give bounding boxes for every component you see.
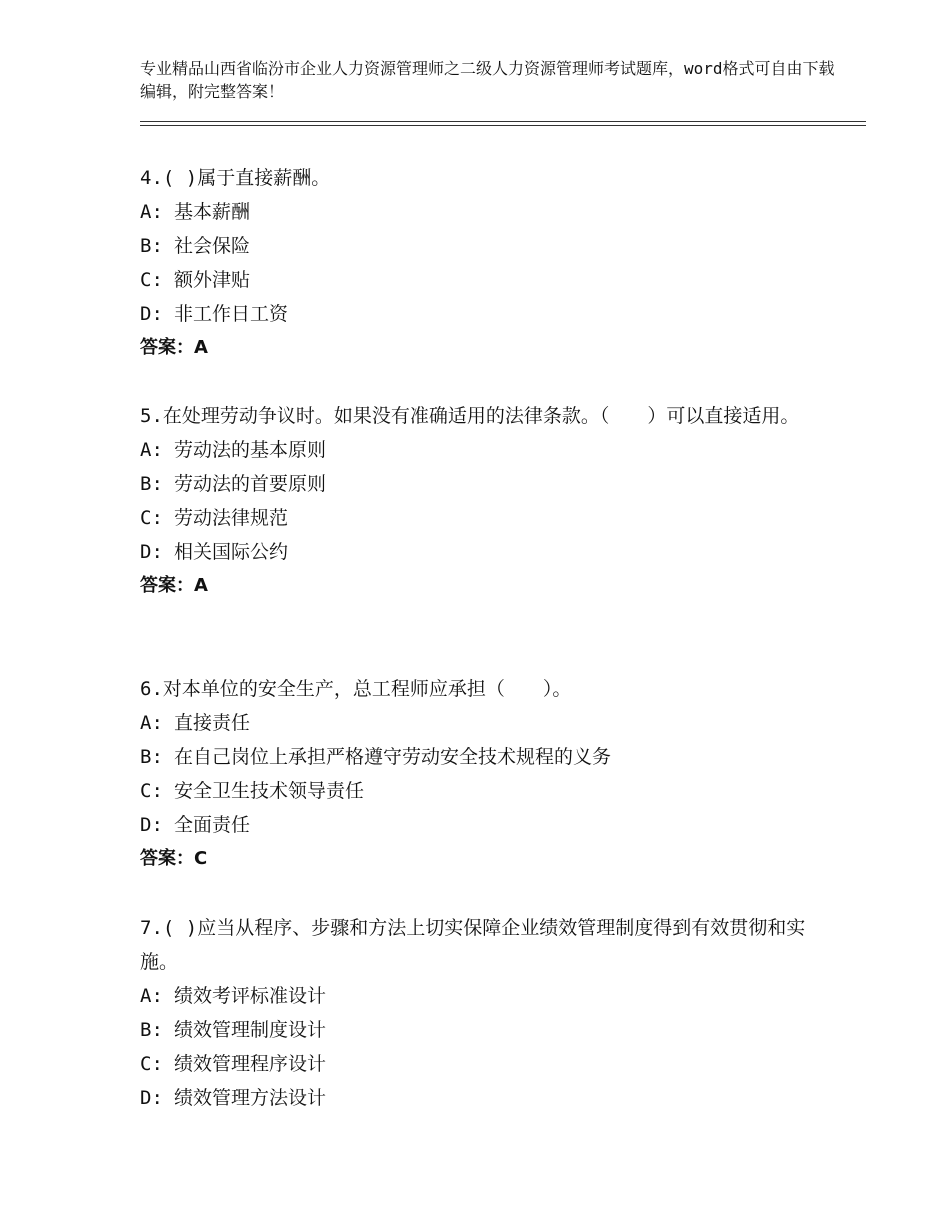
answer: 答案：A — [140, 337, 208, 358]
option-text: 绩效管理制度设计 — [174, 1019, 327, 1041]
option-letter: A: — [140, 712, 163, 734]
option-letter: C: — [140, 269, 163, 291]
option-letter: B: — [140, 235, 163, 257]
option-c — [140, 501, 810, 535]
option-d — [140, 808, 810, 842]
answer: 答案：C — [140, 848, 208, 869]
option-c — [140, 1047, 810, 1081]
option-letter: B: — [140, 473, 163, 495]
option-b — [140, 467, 810, 501]
document-title: 专业精品山西省临汾市企业人力资源管理师之二级人力资源管理师考试题库，word格式可自由下载编辑，附完整答案！ — [140, 59, 835, 101]
option-text: 基本薪酬 — [174, 201, 251, 223]
answer: 答案：A — [140, 575, 208, 596]
option-text: 非工作日工资 — [174, 303, 289, 325]
option-b — [140, 740, 810, 774]
question-7 — [140, 911, 810, 1115]
option-text: 绩效管理方法设计 — [174, 1087, 327, 1109]
question-4 — [140, 161, 810, 365]
question-stem: 5.在处理劳动争议时。如果没有准确适用的法律条款。（ ）可以直接适用。 — [140, 405, 800, 427]
option-a — [140, 979, 810, 1013]
option-text: 额外津贴 — [174, 269, 251, 291]
option-d — [140, 1081, 810, 1115]
document-header — [140, 57, 840, 103]
option-letter: A: — [140, 985, 163, 1007]
option-letter: D: — [140, 1087, 163, 1109]
option-text: 绩效考评标准设计 — [174, 985, 327, 1007]
option-text: 相关国际公约 — [174, 541, 289, 563]
option-letter: D: — [140, 814, 163, 836]
option-letter: C: — [140, 1053, 163, 1075]
option-letter: A: — [140, 201, 163, 223]
option-letter: D: — [140, 541, 163, 563]
option-text: 安全卫生技术领导责任 — [174, 780, 365, 802]
option-text: 社会保险 — [174, 235, 251, 257]
option-letter: C: — [140, 507, 163, 529]
question-stem: 6.对本单位的安全生产，总工程师应承担（ ）。 — [140, 678, 572, 700]
option-text: 直接责任 — [174, 712, 251, 734]
option-letter: A: — [140, 439, 163, 461]
header-divider-top — [140, 121, 866, 122]
question-stem: 4.( )属于直接薪酬。 — [140, 167, 331, 189]
option-a — [140, 195, 810, 229]
option-letter: B: — [140, 1019, 163, 1041]
question-stem: 7.( )应当从程序、步骤和方法上切实保障企业绩效管理制度得到有效贯彻和实施。 — [140, 917, 806, 973]
option-letter: D: — [140, 303, 163, 325]
option-letter: B: — [140, 746, 163, 768]
option-text: 劳动法的首要原则 — [174, 473, 327, 495]
option-text: 劳动法律规范 — [174, 507, 289, 529]
header-divider-bottom — [140, 125, 866, 126]
option-text: 劳动法的基本原则 — [174, 439, 327, 461]
option-d — [140, 297, 810, 331]
question-6 — [140, 672, 810, 876]
option-c — [140, 263, 810, 297]
option-a — [140, 433, 810, 467]
option-d — [140, 535, 810, 569]
option-text: 绩效管理程序设计 — [174, 1053, 327, 1075]
option-b — [140, 1013, 810, 1047]
option-a — [140, 706, 810, 740]
option-letter: C: — [140, 780, 163, 802]
option-b — [140, 229, 810, 263]
question-5 — [140, 399, 810, 603]
option-c — [140, 774, 810, 808]
option-text: 在自己岗位上承担严格遵守劳动安全技术规程的义务 — [174, 746, 612, 768]
option-text: 全面责任 — [174, 814, 251, 836]
